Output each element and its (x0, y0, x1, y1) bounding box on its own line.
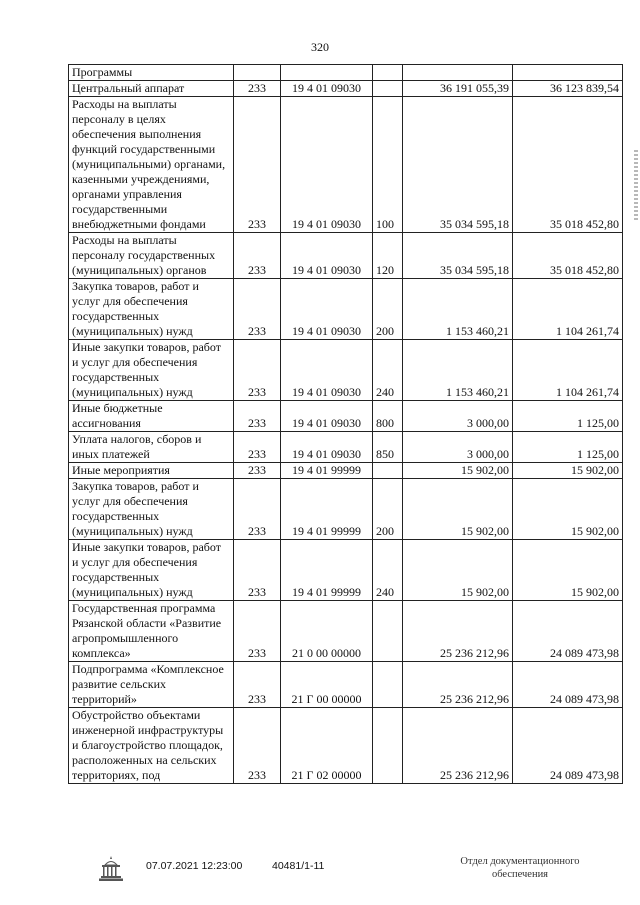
row-expense-type (373, 81, 403, 97)
row-ved-code: 233 (234, 432, 281, 463)
row-amount-year2: 1 125,00 (513, 401, 623, 432)
row-target-article: 19 4 01 09030 (281, 432, 373, 463)
row-name: Иные закупки товаров, работ и услуг для обеспечения государственных (муниципальных) нужд (69, 340, 234, 401)
row-ved-code: 233 (234, 601, 281, 662)
row-target-article: 19 4 01 09030 (281, 81, 373, 97)
row-target-article: 19 4 01 99999 (281, 479, 373, 540)
row-amount-year1: 1 153 460,21 (403, 279, 513, 340)
row-ved-code: 233 (234, 279, 281, 340)
row-ved-code: 233 (234, 340, 281, 401)
row-name: Подпрограмма «Комплексное развитие сельских территорий» (69, 662, 234, 708)
budget-table-body (69, 65, 623, 784)
row-amount-year1: 25 236 212,96 (403, 662, 513, 708)
document-footer (0, 854, 640, 894)
row-amount-year1: 36 191 055,39 (403, 81, 513, 97)
row-expense-type: 200 (373, 479, 403, 540)
row-expense-type (373, 463, 403, 479)
table-row (69, 81, 623, 97)
row-amount-year1 (403, 65, 513, 81)
row-name: Иные мероприятия (69, 463, 234, 479)
duma-building-logo-icon (96, 854, 126, 884)
row-expense-type: 200 (373, 279, 403, 340)
row-target-article: 19 4 01 99999 (281, 463, 373, 479)
row-ved-code (234, 65, 281, 81)
row-amount-year2: 15 902,00 (513, 540, 623, 601)
table-row (69, 279, 623, 340)
row-expense-type: 240 (373, 340, 403, 401)
row-ved-code: 233 (234, 708, 281, 784)
row-ved-code: 233 (234, 81, 281, 97)
table-row (69, 708, 623, 784)
table-row (69, 432, 623, 463)
row-name: Закупка товаров, работ и услуг для обеспечения государственных (муниципальных) нужд (69, 279, 234, 340)
row-expense-type (373, 708, 403, 784)
row-expense-type: 120 (373, 233, 403, 279)
row-amount-year1: 15 902,00 (403, 540, 513, 601)
table-row (69, 401, 623, 432)
table-row (69, 233, 623, 279)
row-amount-year1: 25 236 212,96 (403, 708, 513, 784)
row-amount-year1: 3 000,00 (403, 432, 513, 463)
row-amount-year2: 15 902,00 (513, 479, 623, 540)
row-ved-code: 233 (234, 401, 281, 432)
table-row (69, 601, 623, 662)
table-row (69, 463, 623, 479)
footer-department: Отдел документационного обеспечения (460, 856, 580, 880)
row-amount-year1: 15 902,00 (403, 463, 513, 479)
row-name: Иные закупки товаров, работ и услуг для обеспечения государственных (муниципальных) нужд (69, 540, 234, 601)
row-ved-code: 233 (234, 662, 281, 708)
row-expense-type (373, 601, 403, 662)
row-amount-year1: 35 034 595,18 (403, 97, 513, 233)
row-amount-year2: 15 902,00 (513, 463, 623, 479)
row-name: Уплата налогов, сборов и иных платежей (69, 432, 234, 463)
row-target-article: 19 4 01 09030 (281, 340, 373, 401)
row-name: Расходы на выплаты персоналу государственных (муниципальных) органов (69, 233, 234, 279)
row-amount-year2: 24 089 473,98 (513, 662, 623, 708)
row-ved-code: 233 (234, 463, 281, 479)
row-amount-year2: 36 123 839,54 (513, 81, 623, 97)
row-expense-type: 800 (373, 401, 403, 432)
table-row (69, 97, 623, 233)
scan-margin-mark (634, 150, 638, 220)
row-target-article: 19 4 01 09030 (281, 233, 373, 279)
row-name: Государственная программа Рязанской области «Развитие агропромышленного комплекса» (69, 601, 234, 662)
row-target-article: 19 4 01 09030 (281, 97, 373, 233)
table-row (69, 65, 623, 81)
row-amount-year2: 24 089 473,98 (513, 708, 623, 784)
footer-timestamp: 07.07.2021 12:23:00 (146, 860, 243, 872)
row-target-article: 21 0 00 00000 (281, 601, 373, 662)
page-number: 320 (311, 40, 329, 54)
row-target-article: 21 Г 02 00000 (281, 708, 373, 784)
row-amount-year1: 3 000,00 (403, 401, 513, 432)
row-amount-year2: 1 104 261,74 (513, 340, 623, 401)
budget-table (68, 64, 623, 784)
row-name: Обустройство объектами инженерной инфраструктуры и благоустройство площадок, расположенных на сельских территориях, под (69, 708, 234, 784)
row-amount-year2: 1 125,00 (513, 432, 623, 463)
row-name: Иные бюджетные ассигнования (69, 401, 234, 432)
row-ved-code: 233 (234, 233, 281, 279)
row-amount-year1: 1 153 460,21 (403, 340, 513, 401)
footer-reg-number: 40481/1-11 (272, 860, 325, 872)
row-name: Программы (69, 65, 234, 81)
row-amount-year2: 1 104 261,74 (513, 279, 623, 340)
row-ved-code: 233 (234, 97, 281, 233)
row-ved-code: 233 (234, 479, 281, 540)
row-target-article (281, 65, 373, 81)
row-expense-type: 850 (373, 432, 403, 463)
table-row (69, 479, 623, 540)
row-amount-year1: 35 034 595,18 (403, 233, 513, 279)
row-name: Расходы на выплаты персоналу в целях обеспечения выполнения функций государственными (муниципальными) органами, казенными учреждениями, органами управления государственными внебюджетными фондами (69, 97, 234, 233)
row-ved-code: 233 (234, 540, 281, 601)
row-amount-year2: 24 089 473,98 (513, 601, 623, 662)
row-name: Закупка товаров, работ и услуг для обеспечения государственных (муниципальных) нужд (69, 479, 234, 540)
table-row (69, 540, 623, 601)
row-expense-type (373, 65, 403, 81)
table-row (69, 662, 623, 708)
row-target-article: 19 4 01 99999 (281, 540, 373, 601)
row-amount-year2: 35 018 452,80 (513, 233, 623, 279)
row-amount-year2 (513, 65, 623, 81)
row-target-article: 21 Г 00 00000 (281, 662, 373, 708)
row-expense-type: 240 (373, 540, 403, 601)
row-name: Центральный аппарат (69, 81, 234, 97)
row-expense-type: 100 (373, 97, 403, 233)
row-amount-year1: 25 236 212,96 (403, 601, 513, 662)
row-amount-year2: 35 018 452,80 (513, 97, 623, 233)
row-target-article: 19 4 01 09030 (281, 279, 373, 340)
row-target-article: 19 4 01 09030 (281, 401, 373, 432)
table-row (69, 340, 623, 401)
row-amount-year1: 15 902,00 (403, 479, 513, 540)
row-expense-type (373, 662, 403, 708)
